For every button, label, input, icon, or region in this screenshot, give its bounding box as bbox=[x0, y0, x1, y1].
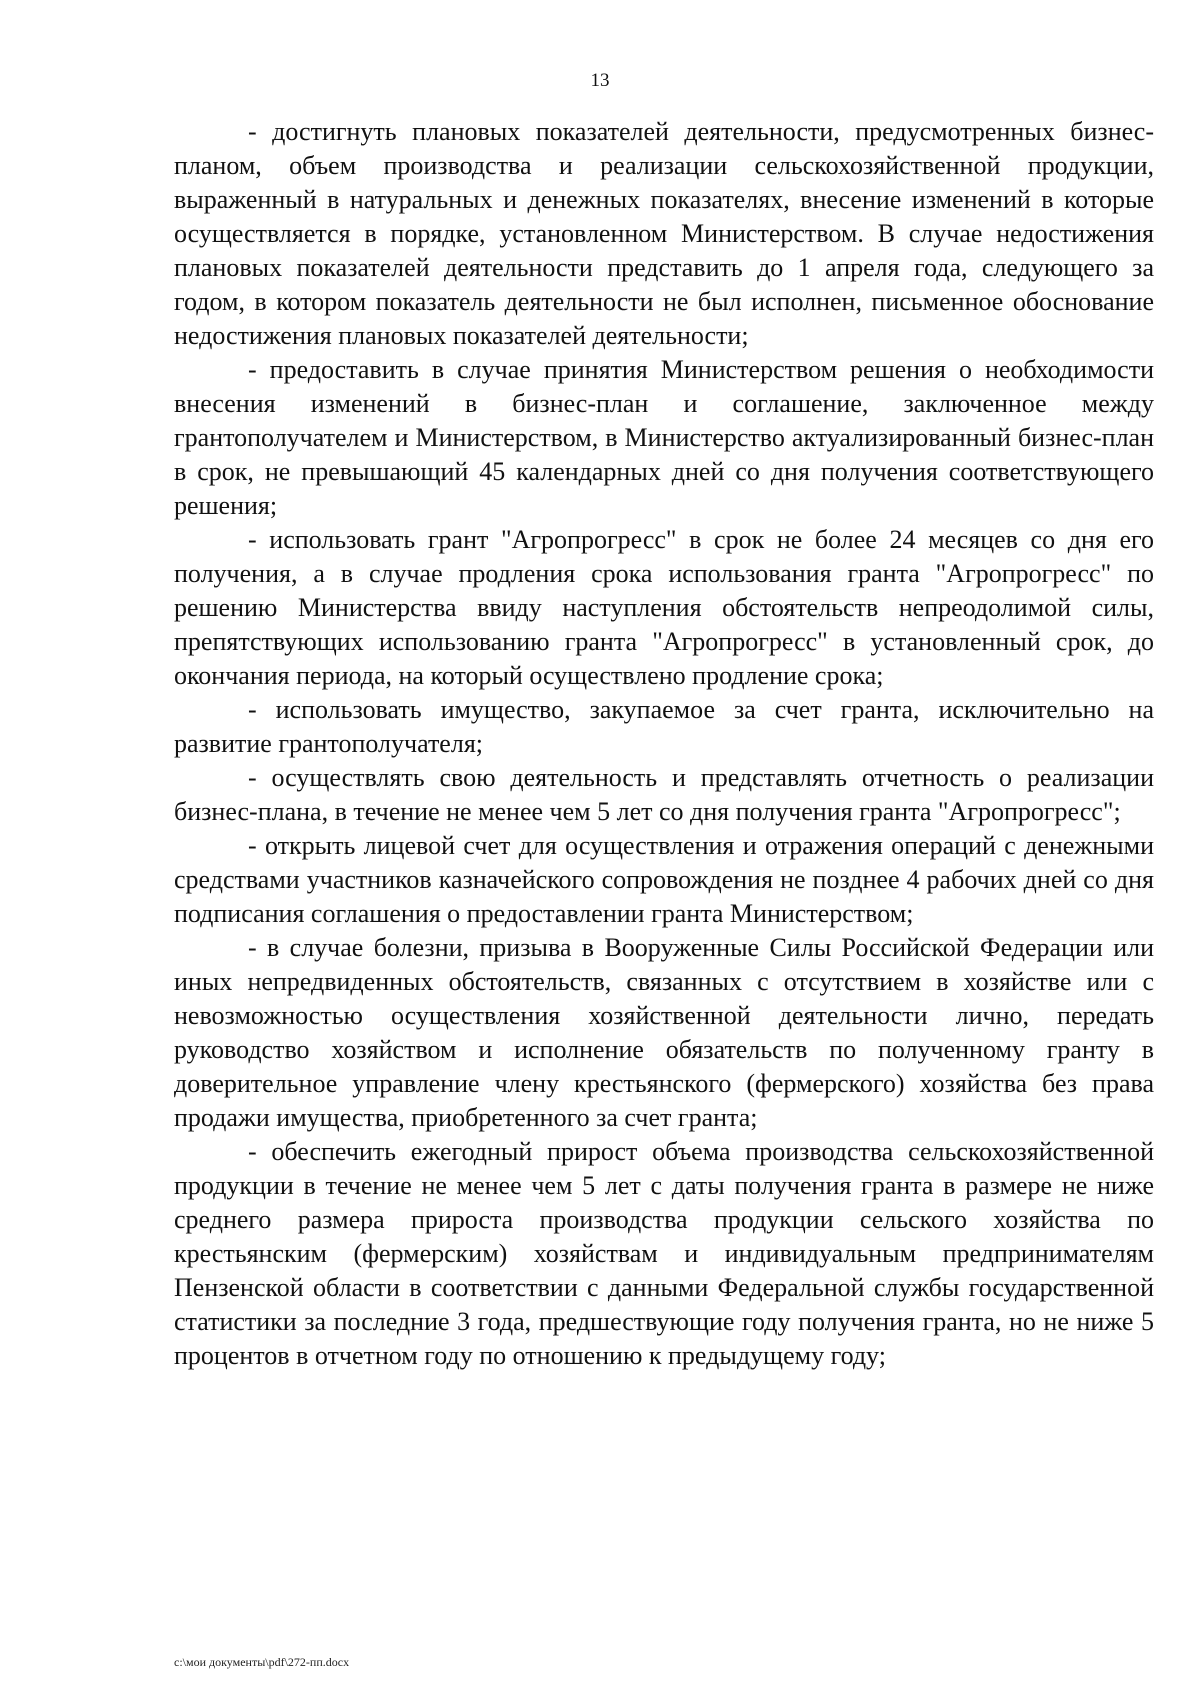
paragraph-6: - открыть лицевой счет для осуществления и отражения операций с денежными средствами участников казначейского сопровождения не позднее 4 рабочих дней со дня подписания соглашения о предоставлении гранта Министерством; bbox=[174, 831, 1154, 928]
paragraph-8: - обеспечить ежегодный прирост объема производства сельскохозяйственной продукции в течение не менее чем 5 лет с даты получения гранта в размере не ниже среднего размера прироста производства продукции сельского хозяйства по крестьянским (фермерским) хозяйствам и индивидуальным предпринимателям Пензенской области в соответствии с данными Федеральной службы государственной статистики за последние 3 года, предшествующие году получения гранта, но не ниже 5 процентов в отчетном году по отношению к предыдущему году; bbox=[174, 1137, 1154, 1370]
document-body bbox=[174, 115, 1154, 1373]
paragraph-7: - в случае болезни, призыва в Вооруженные Силы Российской Федерации или иных непредвиденных обстоятельств, связанных с отсутствием в хозяйстве или с невозможностью осуществления хозяйственной деятельности лично, передать руководство хозяйством и исполнение обязательств по полученному гранту в доверительное управление члену крестьянского (фермерского) хозяйства без права продажи имущества, приобретенного за счет гранта; bbox=[174, 933, 1154, 1132]
paragraph-1: - достигнуть плановых показателей деятельности, предусмотренных бизнес-планом, объем производства и реализации сельскохозяйственной продукции, выраженный в натуральных и денежных показателях, внесение изменений в которые осуществляется в порядке, установленном Министерством. В случае недостижения плановых показателей деятельности представить до 1 апреля года, следующего за годом, в котором показатель деятельности не был исполнен, письменное обоснование недостижения плановых показателей деятельности; bbox=[174, 117, 1154, 350]
paragraph-3: - использовать грант "Агропрогресс" в срок не более 24 месяцев со дня его получения, а в случае продления срока использования гранта "Агропрогресс" по решению Министерства ввиду наступления обстоятельств непреодолимой силы, препятствующих использованию гранта "Агропрогресс" в установленный срок, до окончания периода, на который осуществлено продление срока; bbox=[174, 525, 1154, 690]
paragraph-2: - предоставить в случае принятия Министерством решения о необходимости внесения изменений в бизнес-план и соглашение, заключенное между грантополучателем и Министерством, в Министерство актуализированный бизнес-план в срок, не превышающий 45 календарных дней со дня получения соответствующего решения; bbox=[174, 355, 1154, 520]
file-path-footer: c:\мои документы\pdf\272-пп.docx bbox=[174, 1655, 350, 1669]
page-number: 13 bbox=[590, 70, 610, 91]
paragraph-5: - осуществлять свою деятельность и представлять отчетность о реализации бизнес-плана, в течение не менее чем 5 лет со дня получения гранта "Агропрогресс"; bbox=[174, 763, 1154, 826]
paragraph-4: - использовать имущество, закупаемое за счет гранта, исключительно на развитие грантополучателя; bbox=[174, 695, 1154, 758]
